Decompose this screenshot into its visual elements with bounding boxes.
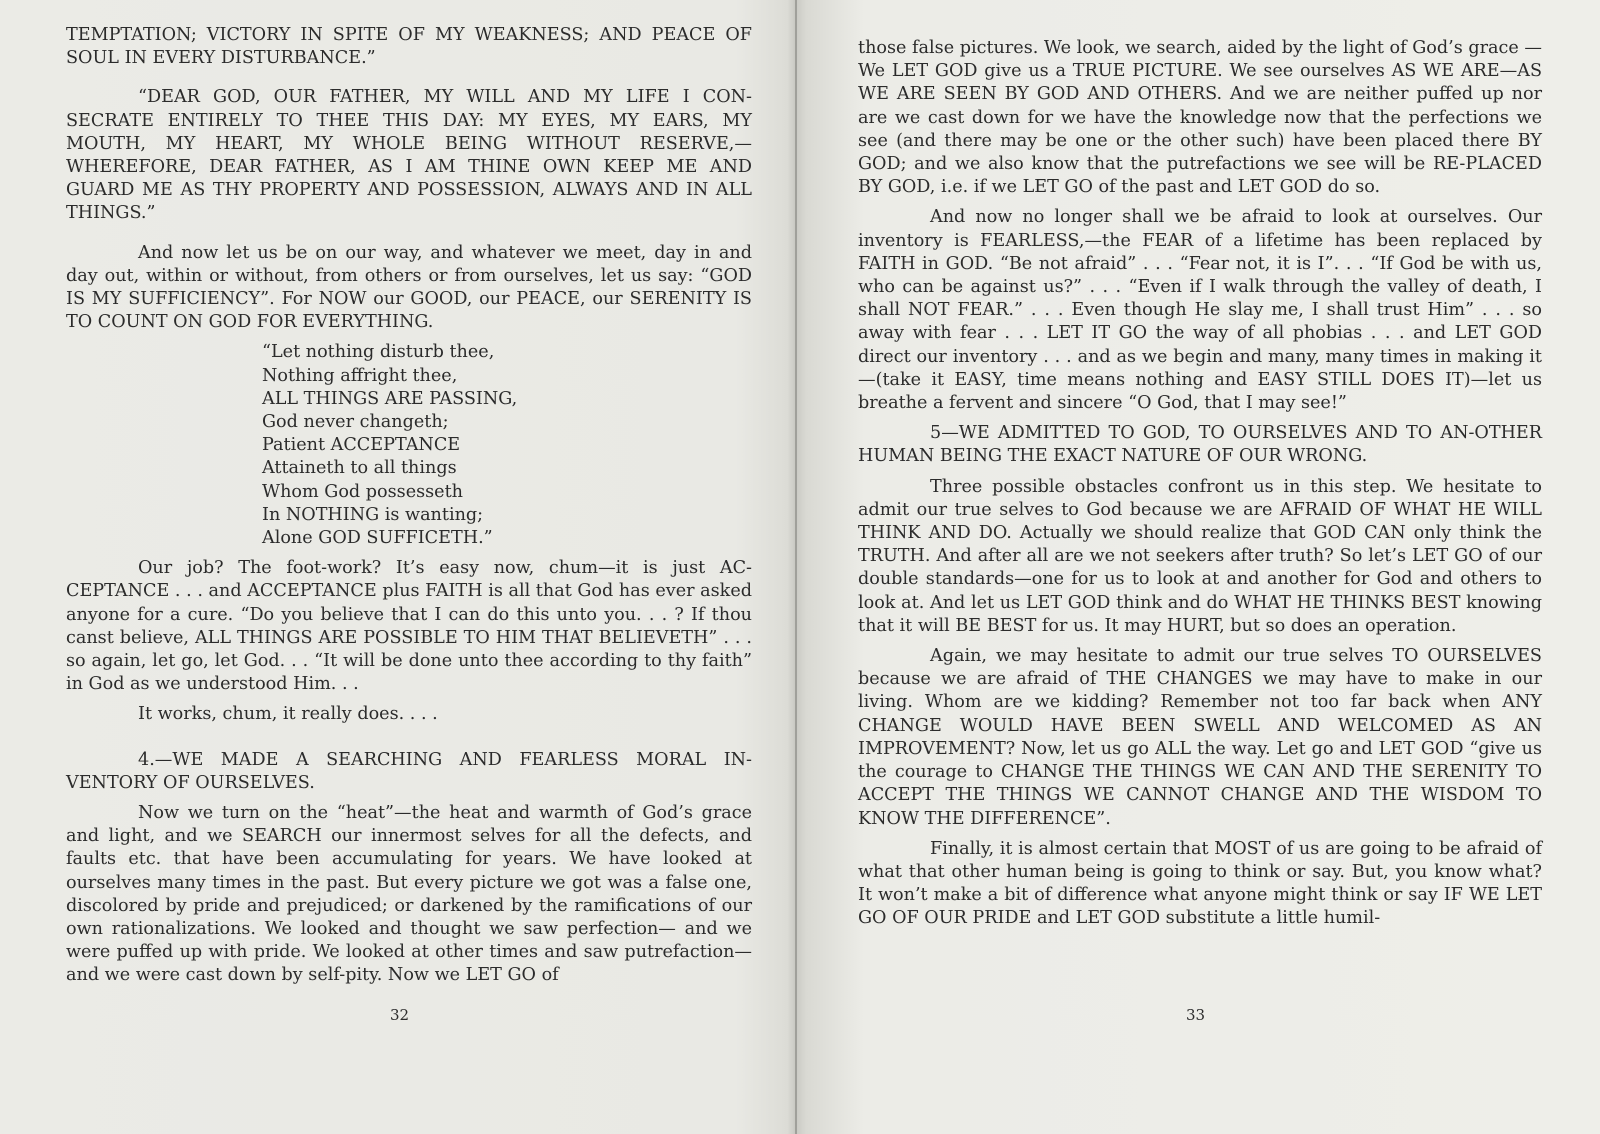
poem-line: God never changeth; [262, 412, 449, 432]
page-number: 33 [1186, 1006, 1206, 1024]
paragraph: Finally, it is almost certain that MOST of us are going to be afraid of what that other human being is going to think or say. But, you know what? It won’t make a bit of difference what anyone might think or say IF WE LET GO OF OUR PRIDE and LET GOD substitute a little humil- [858, 838, 1542, 929]
left-page [66, 0, 752, 995]
paragraph: Our job? The foot-work? It’s easy now, chum—it is just AC-CEPTANCE . . . and ACCEPTANCE plus FAITH is all that God has ever asked anyone for a cure. “Do you believe that I can do this unto you. . . ? If thou canst believe, ALL THINGS ARE POSSIBLE TO HIM THAT BELIEVETH” . . . so again, let go, let God. . . “It will be done unto thee according to thy faith” in God as we understood Him. . . [66, 558, 752, 695]
poem-line: In NOTHING is wanting; [262, 504, 484, 525]
poem-line: Patient ACCEPTANCE [262, 435, 461, 456]
poem-line: Nothing affright thee, [262, 365, 458, 386]
poem-line: Whom God possesseth [262, 481, 463, 502]
paragraph: those false pictures. We look, we search, aided by the light of God’s grace —We LET GOD give us a TRUE PICTURE. We see ourselves AS WE ARE—AS WE ARE SEEN BY GOD AND OTHERS. And we are neither puffed up nor are we cast down for we have the knowledge now that the perfections we see (and there may be one or the other such) have been placed there BY GOD; and we also know that the putrefactions we see will be RE-PLACED BY GOD, i.e. if we LET GO of the past and LET GOD do so. [858, 38, 1542, 198]
book-spine [795, 0, 797, 1134]
poem-line: Attaineth to all things [262, 458, 457, 479]
poem [262, 341, 752, 550]
paragraph: And now let us be on our way, and whatever we meet, day in and day out, within or without, from others or from ourselves, let us say: “GOD IS MY SUFFICIENCY”. For NOW our GOOD, our PEACE, our SERENITY IS TO COUNT ON GOD FOR EVERYTHING. [66, 242, 752, 333]
poem-line: “Let nothing disturb thee, [262, 342, 495, 363]
paragraph: TEMPTATION; VICTORY IN SPITE OF MY WEAKNESS; AND PEACE OF SOUL IN EVERY DISTURBANCE.” [66, 25, 752, 69]
right-page [858, 0, 1542, 938]
paragraph: Three possible obstacles confront us in this step. We hesitate to admit our true selves to God because we are AFRAID OF WHAT HE WILL THINK AND DO. Actually we should realize that GOD CAN only think the TRUTH. And after all are we not seekers after truth? So let’s LET GO of our double standards—one for us to look at and another for God and others to look at. And let us LET GOD think and do WHAT HE THINKS BEST knowing that it will BE BEST for us. It may HURT, but so does an operation. [858, 476, 1542, 636]
paragraph: Again, we may hesitate to admit our true selves TO OURSELVES because we are afraid of THE CHANGES we may have to make in our living. Whom are we kidding? Remember not too far back when ANY CHANGE WOULD HAVE BEEN SWELL AND WELCOMED AS AN IMPROVEMENT? Now, let us go ALL the way. Let go and LET GOD “give us the courage to CHANGE THE THINGS WE CAN AND THE SERENITY TO ACCEPT THE THINGS WE CANNOT CHANGE AND THE WISDOM TO KNOW THE DIFFERENCE”. [858, 646, 1542, 829]
paragraph: And now no longer shall we be afraid to look at ourselves. Our inventory is FEARLESS,—the FEAR of a lifetime has been replaced by FAITH in GOD. “Be not afraid” . . . “Fear not, it is I”. . . “If God be with us, who can be against us?” . . . “Even if I walk through the valley of death, I shall NOT FEAR.” . . . Even though He slay me, I shall trust Him” . . . so away with fear . . . LET IT GO the way of all phobias . . . and LET GOD direct our inventory . . . and as we begin and many, many times in making it—(take it EASY, time means nothing and EASY STILL DOES IT)—let us breathe a fervent and sincere “O God, that I may see!” [858, 207, 1542, 414]
paragraph: “DEAR GOD, OUR FATHER, MY WILL AND MY LIFE I CON-SECRATE ENTIRELY TO THEE THIS DAY: MY EYES, MY EARS, MY MOUTH, MY HEART, MY WHOLE BEING WITHOUT RESERVE,— WHEREFORE, DEAR FATHER, AS I AM THINE OWN KEEP ME AND GUARD ME AS THY PROPERTY AND POSSESSION, ALWAYS AND IN ALL THINGS.” [66, 87, 752, 224]
section-heading: 4.—WE MADE A SEARCHING AND FEARLESS MORAL IN-VENTORY OF OURSELVES. [66, 749, 752, 793]
poem-line: Alone GOD SUFFICETH.” [262, 527, 493, 548]
paragraph: It works, chum, it really does. . . . [138, 704, 438, 725]
paragraph: Now we turn on the “heat”—the heat and warmth of God’s grace and light, and we SEARCH our innermost selves for all the defects, and faults etc. that have been accumulating for years. We have looked at ourselves many times in the past. But every picture we got was a false one, discolored by pride and prejudiced; or darkened by the ramifications of our own rationalizations. We looked and thought we saw perfection— and we were puffed up with pride. We looked at other times and saw putrefaction—and we were cast down by self-pity. Now we LET GO of [66, 802, 752, 986]
page-number: 32 [390, 1006, 410, 1024]
section-heading: 5—WE ADMITTED TO GOD, TO OURSELVES AND TO AN-OTHER HUMAN BEING THE EXACT NATURE OF OUR WRONG. [858, 423, 1542, 467]
poem-line: ALL THINGS ARE PASSING, [262, 388, 518, 409]
